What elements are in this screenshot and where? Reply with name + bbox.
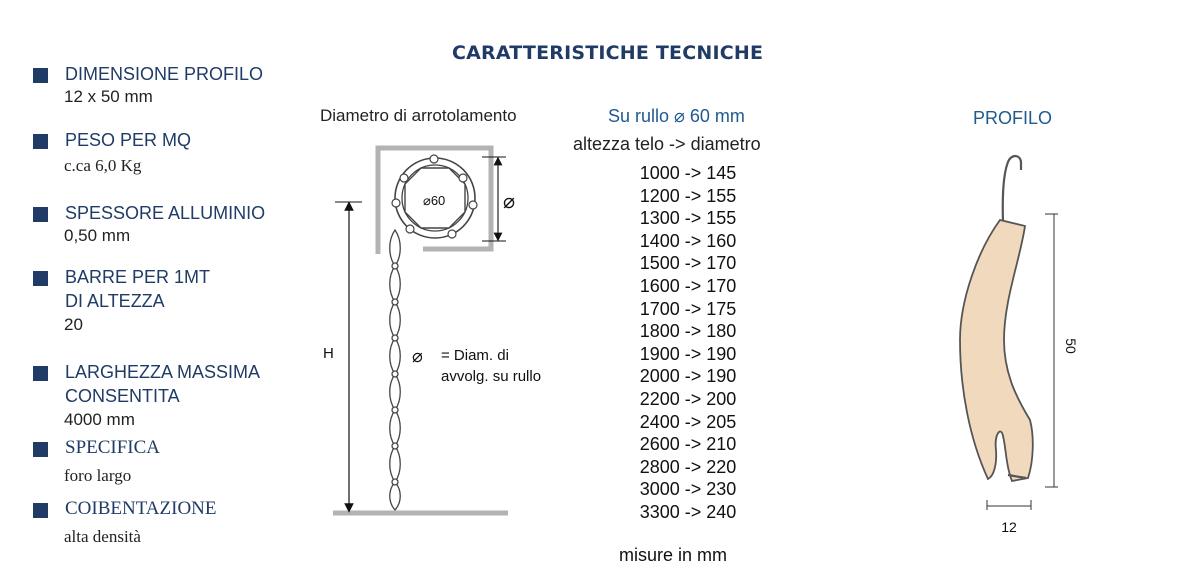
table-row: 1800 -> 180 — [639, 321, 737, 342]
table-row: 1000 -> 145 — [639, 163, 737, 183]
profile-width-dim: 12 — [1001, 519, 1017, 535]
spec-label-line1: LARGHEZZA MASSIMA — [65, 362, 261, 382]
table-row: 1200 -> 155 — [639, 185, 737, 206]
spec-label-line2: CONSENTITA — [65, 386, 180, 406]
legend-line1: = Diam. di — [441, 347, 509, 364]
page-title: CARATTERISTICHE TECNICHE — [452, 42, 764, 64]
table-row: 2000 -> 190 — [639, 366, 737, 387]
diameter-symbol-legend: ⌀ — [412, 346, 423, 367]
spec-label: SPECIFICA — [65, 437, 161, 458]
spec-value: foro largo — [64, 466, 132, 485]
spec-label: DIMENSIONE PROFILO — [65, 64, 264, 84]
table-row: 1900 -> 190 — [639, 343, 737, 364]
table-row: 1600 -> 170 — [639, 275, 737, 296]
diagram-heading: Diametro di arrotolamento — [320, 106, 517, 125]
height-label: H — [323, 345, 334, 362]
spec-label-line1: BARRE PER 1MT — [65, 267, 211, 287]
table-row: 2400 -> 205 — [639, 411, 737, 432]
table-row: 3000 -> 230 — [639, 479, 737, 500]
table-row: 1500 -> 170 — [639, 253, 737, 274]
roller-diameter-label: ⌀60 — [423, 193, 446, 208]
legend-line2: avvolg. su rullo — [441, 368, 542, 385]
table-row: 2800 -> 220 — [639, 456, 737, 477]
spec-value: 20 — [64, 315, 83, 334]
height-dimension — [335, 202, 362, 508]
spec-value: 4000 mm — [64, 410, 135, 429]
profile-drawing — [960, 156, 1058, 510]
hanging-slats — [390, 230, 401, 510]
spec-label-line2: DI ALTEZZA — [65, 291, 165, 311]
spec-label: SPESSORE ALLUMINIO — [65, 203, 266, 223]
spec-label: COIBENTAZIONE — [65, 498, 217, 519]
spec-value: 12 x 50 mm — [64, 87, 153, 106]
table-row: 3300 -> 240 — [639, 501, 737, 522]
spec-value: c.ca 6,0 Kg — [64, 156, 142, 175]
table-footer: misure in mm — [619, 545, 728, 565]
profile-heading: PROFILO — [973, 108, 1053, 128]
table-subheading: altezza telo -> diametro — [573, 134, 761, 154]
profile-height-dim: 50 — [1063, 338, 1079, 354]
table-row: 2600 -> 210 — [639, 434, 737, 455]
table-heading: Su rullo ⌀ 60 mm — [608, 106, 745, 126]
table-row: 1300 -> 155 — [639, 208, 737, 229]
table-row: 1400 -> 160 — [639, 230, 737, 251]
diameter-symbol-roll: ⌀ — [503, 189, 516, 213]
spec-value: alta densità — [64, 527, 141, 546]
spec-value: 0,50 mm — [64, 226, 131, 245]
table-row: 1700 -> 175 — [639, 298, 737, 319]
table-row: 2200 -> 200 — [639, 388, 737, 409]
spec-label: PESO PER MQ — [65, 130, 192, 150]
